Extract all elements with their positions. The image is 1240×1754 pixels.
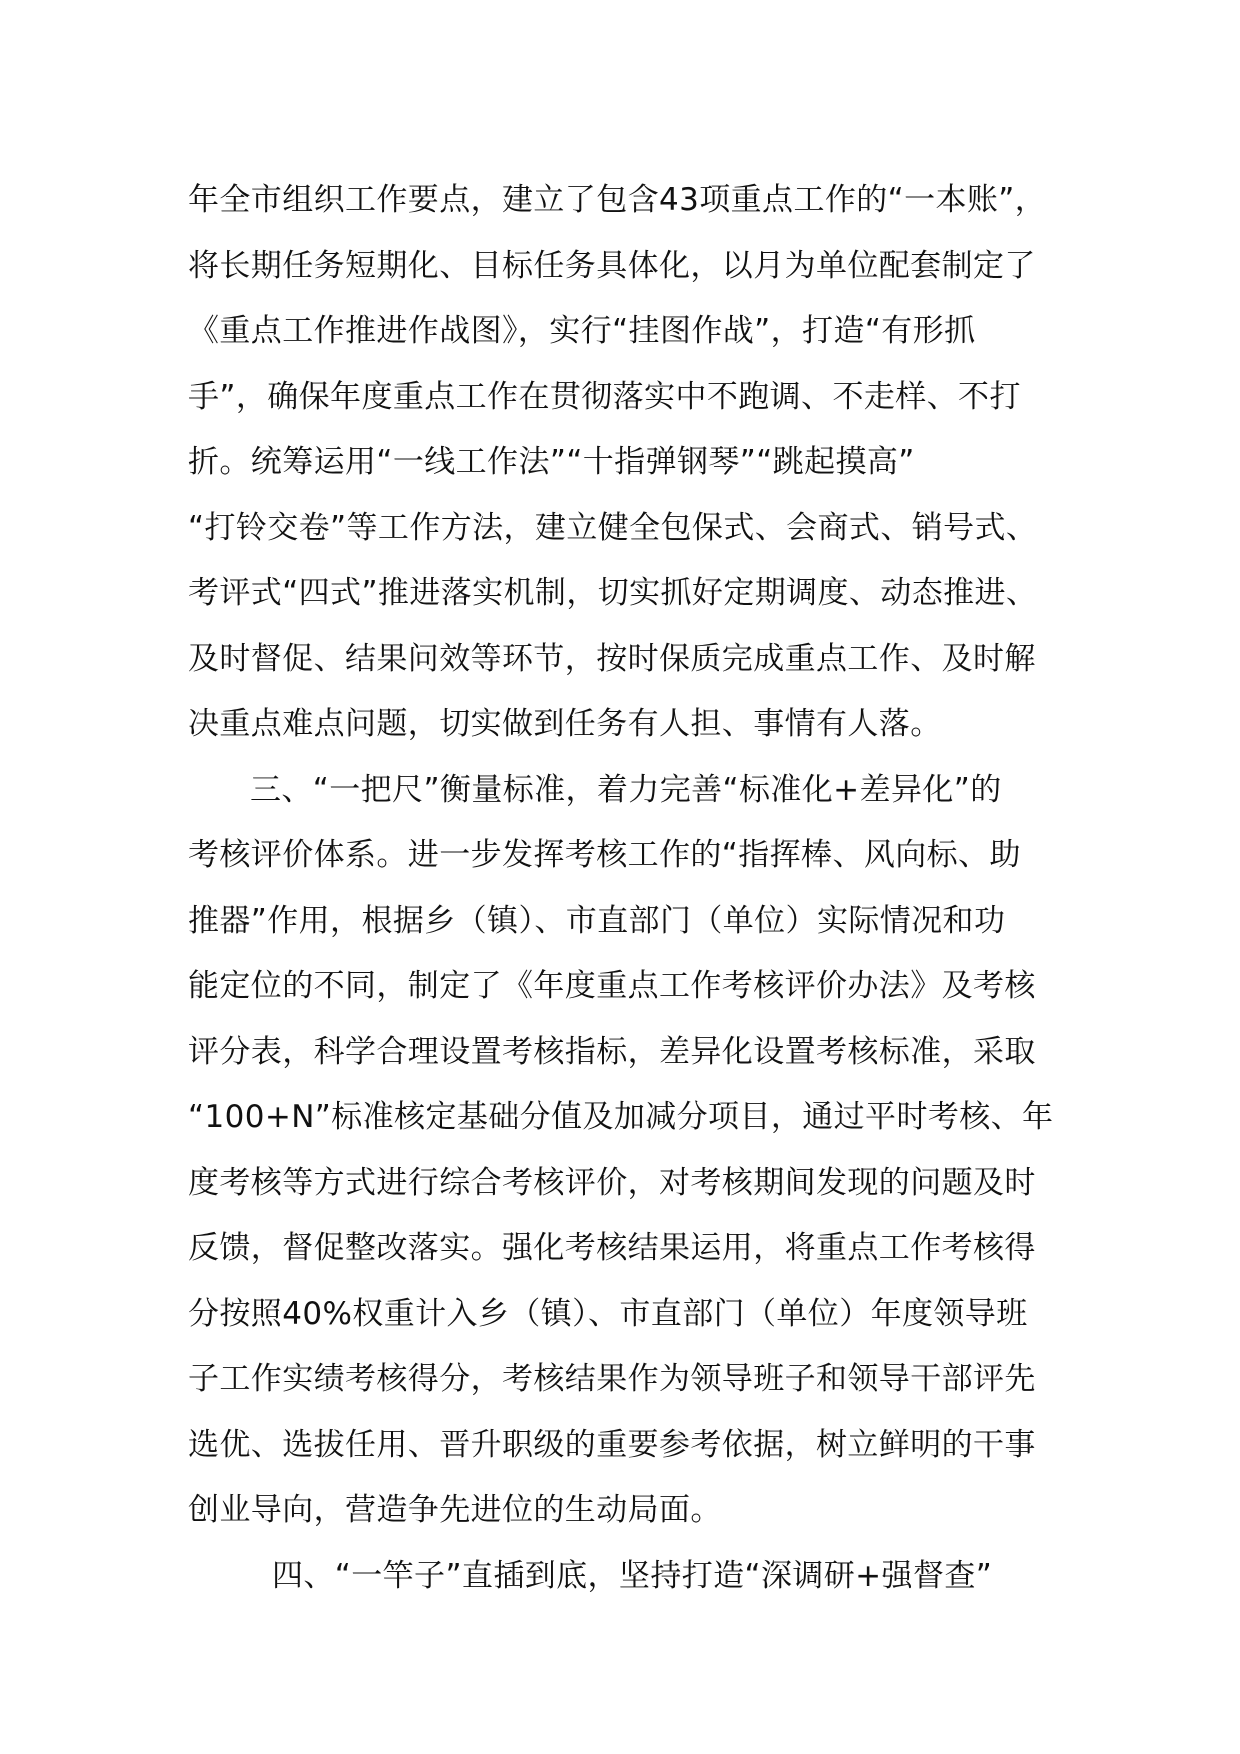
text-line: 反馈，督促整改落实。强化考核结果运用，将重点工作考核得 [188,1230,1036,1266]
text-line: 子工作实绩考核得分，考核结果作为领导班子和领导干部评先 [188,1361,1036,1397]
text-line: 决重点难点问题，切实做到任务有人担、事情有人落。 [188,706,942,742]
text-line: “打铃交卷”等工作方法，建立健全包保式、会商式、销号式、 [188,509,1038,546]
text-line: 度考核等方式进行综合考核评价，对考核期间发现的问题及时 [188,1164,1036,1201]
text-line: “100+N”标准核定基础分值及加减分项目，通过平时考核、年 [188,1099,1054,1135]
text-line: 折。统筹运用“一线工作法”“十指弹钢琴”“跳起摸高” [188,444,915,480]
text-line: 手”，确保年度重点工作在贯彻落实中不跑调、不走样、不打 [188,378,1021,415]
section-heading-4: 四、“一竿子”直插到底，坚持打造“深调研+强督查” [272,1557,993,1594]
text-line: 考评式“四式”推进落实机制，切实抓好定期调度、动态推进、 [188,575,1038,611]
text-line: 《重点工作推进作战图》，实行“挂图作战”，打造“有形抓 [188,313,976,349]
text-line: 创业导向，营造争先进位的生动局面。 [188,1492,722,1528]
body-text [188,168,1088,1609]
text-line: 评分表，科学合理设置考核指标，差异化设置考核标准，采取 [188,1033,1036,1070]
text-line: 选优、选拔任用、晋升职级的重要参考依据，树立鲜明的干事 [188,1426,1036,1463]
text-line: 推器”作用，根据乡（镇）、市直部门（单位）实际情况和功 [188,902,1006,939]
text-line: 年全市组织工作要点，建立了包含43项重点工作的“一本账”， [188,182,1047,218]
section-heading-3: 三、“一把尺”衡量标准，着力完善“标准化+差异化”的 [250,771,1002,808]
text-line: 分按照40%权重计入乡（镇）、市直部门（单位）年度领导班 [188,1295,1028,1332]
text-line: 及时督促、结果问效等环节，按时保质完成重点工作、及时解 [188,640,1036,677]
text-line: 考核评价体系。进一步发挥考核工作的“指挥棒、风向标、助 [188,837,1021,873]
text-line: 将长期任务短期化、目标任务具体化，以月为单位配套制定了 [188,247,1036,284]
text-line: 能定位的不同，制定了《年度重点工作考核评价办法》及考核 [188,968,1036,1004]
